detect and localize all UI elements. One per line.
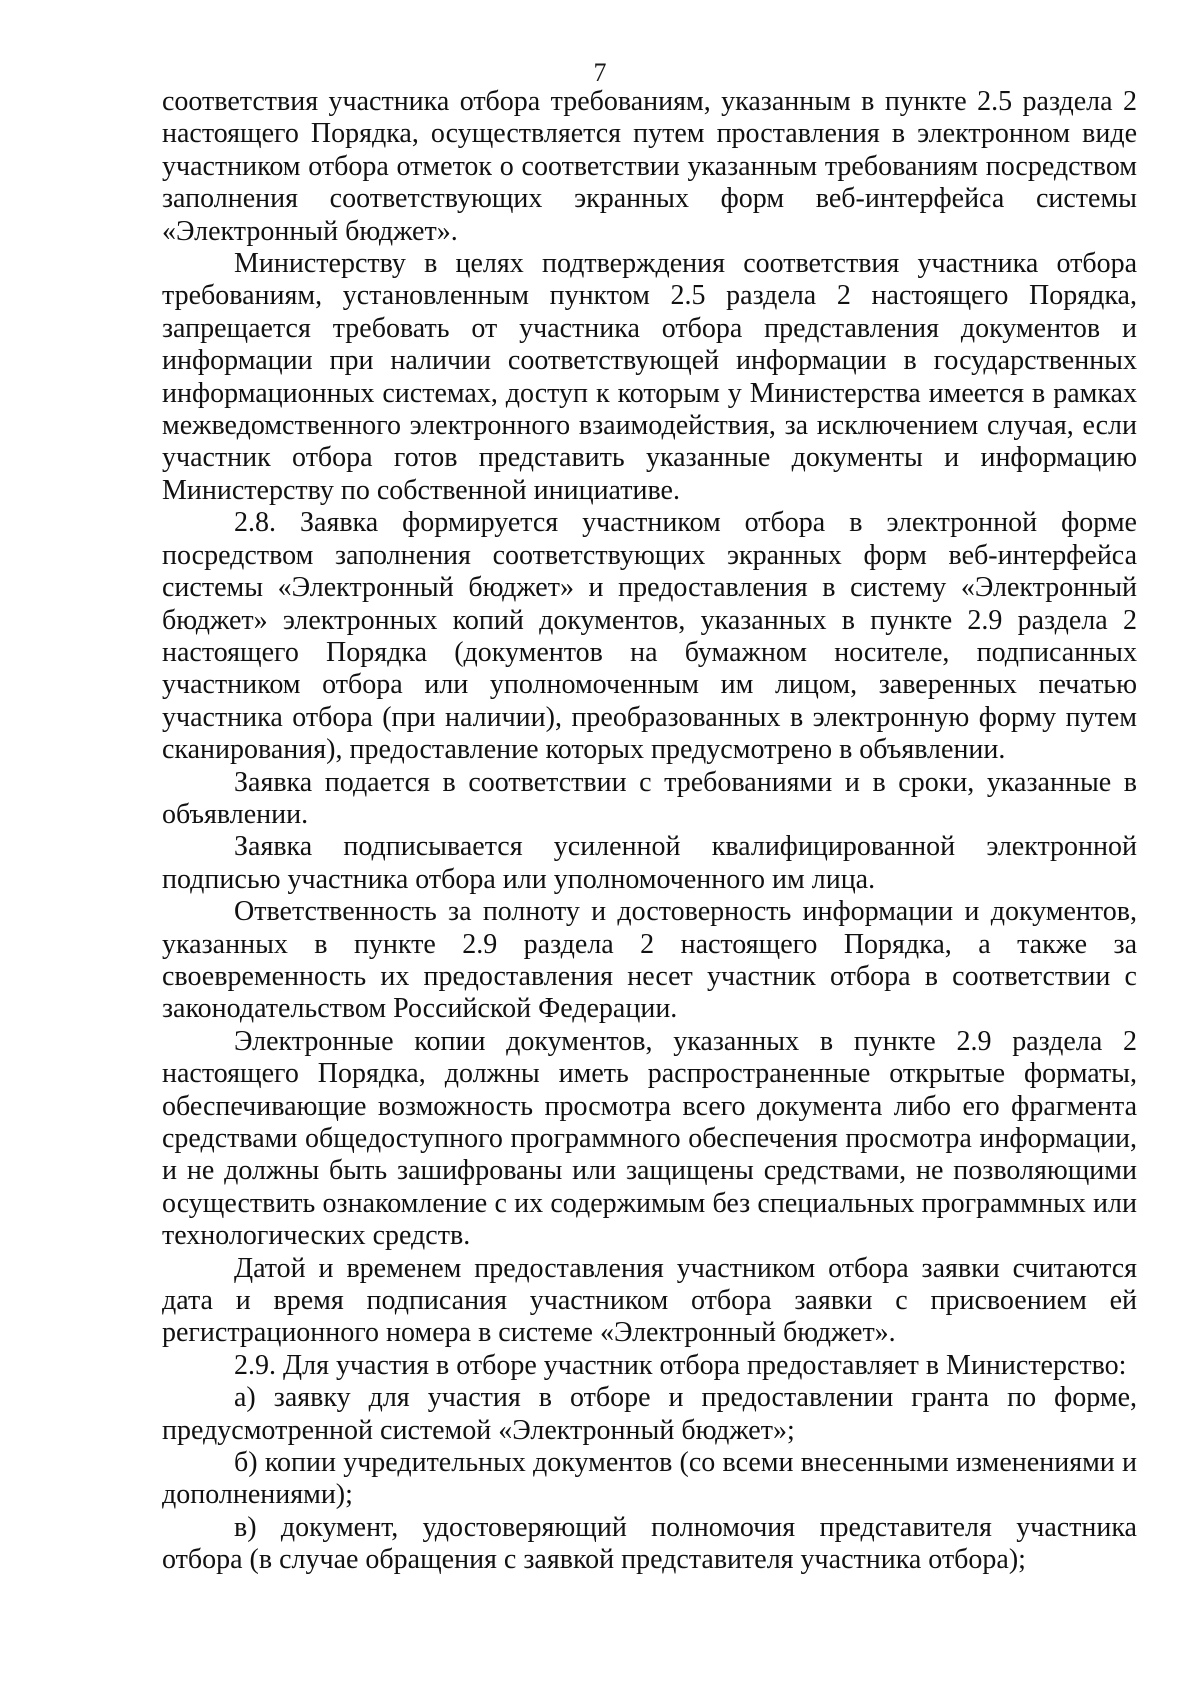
paragraph-application-signature: Заявка подписывается усиленной квалифицированной электронной подписью участника отбора или уполномоченного им лица. [162,831,1137,895]
list-item-b: б) копии учредительных документов (со всеми внесенными изменениями и дополнениями); [162,1447,1137,1511]
paragraph-submission-date: Датой и временем предоставления участником отбора заявки считаются дата и время подписания участником отбора заявки с присвоением ей регистрационного номера в системе «Электронный бюджет». [162,1252,1137,1349]
paragraph-2-8-application-formation: 2.8. Заявка формируется участником отбора в электронной форме посредством заполнения соответствующих экранных форм веб-интерфейса системы «Электронный бюджет» и предоставления в систему «Электронный бюджет» электронных копий документов, указанных в пункте 2.9 раздела 2 настоящего Порядка (документов на бумажном носителе, подписанных участником отбора или уполномоченным им лицом, заверенных печатью участника отбора (при наличии), преобразованных в электронную форму путем сканирования), предоставление которых предусмотрено в объявлении. [162,507,1137,766]
document-body [162,86,1137,1577]
list-item-a: а) заявку для участия в отборе и предоставлении гранта по форме, предусмотренной системой «Электронный бюджет»; [162,1382,1137,1446]
paragraph-application-submission: Заявка подается в соответствии с требованиями и в сроки, указанные в объявлении. [162,766,1137,830]
page-number: 7 [593,58,607,87]
paragraph-responsibility: Ответственность за полноту и достоверность информации и документов, указанных в пункте 2.9 раздела 2 настоящего Порядка, а также за своевременность их предоставления несет участник отбора в соответствии с законодательством Российской Федерации. [162,896,1137,1025]
paragraph-ministry-prohibition: Министерству в целях подтверждения соответствия участника отбора требованиям, установленным пунктом 2.5 раздела 2 настоящего Порядка, запрещается требовать от участника отбора представления документов и информации при наличии соответствующей информации в государственных информационных системах, доступ к которым у Министерства имеется в рамках межведомственного электронного взаимодействия, за исключением случая, если участник отбора готов представить указанные документы и информацию Министерству по собственной инициативе. [162,248,1137,506]
paragraph-continuation: соответствия участника отбора требованиям, указанным в пункте 2.5 раздела 2 настоящего Порядка, осуществляется путем проставления в электронном виде участником отбора отметок о соответствии указанным требованиям посредством заполнения соответствующих экранных форм веб-интерфейса системы «Электронный бюджет». [162,86,1137,247]
paragraph-electronic-copies-formats: Электронные копии документов, указанных в пункте 2.9 раздела 2 настоящего Порядка, должны иметь распространенные открытые форматы, обеспечивающие возможность просмотра всего документа либо его фрагмента средствами общедоступного программного обеспечения просмотра информации, и не должны быть зашифрованы или защищены средствами, не позволяющими осуществить ознакомление с их содержимым без специальных программных или технологических средств. [162,1025,1137,1252]
paragraph-2-9-required-documents: 2.9. Для участия в отборе участник отбора предоставляет в Министерство: [234,1349,1127,1381]
list-item-v: в) документ, удостоверяющий полномочия представителя участника отбора (в случае обращения с заявкой представителя участника отбора); [162,1511,1137,1576]
